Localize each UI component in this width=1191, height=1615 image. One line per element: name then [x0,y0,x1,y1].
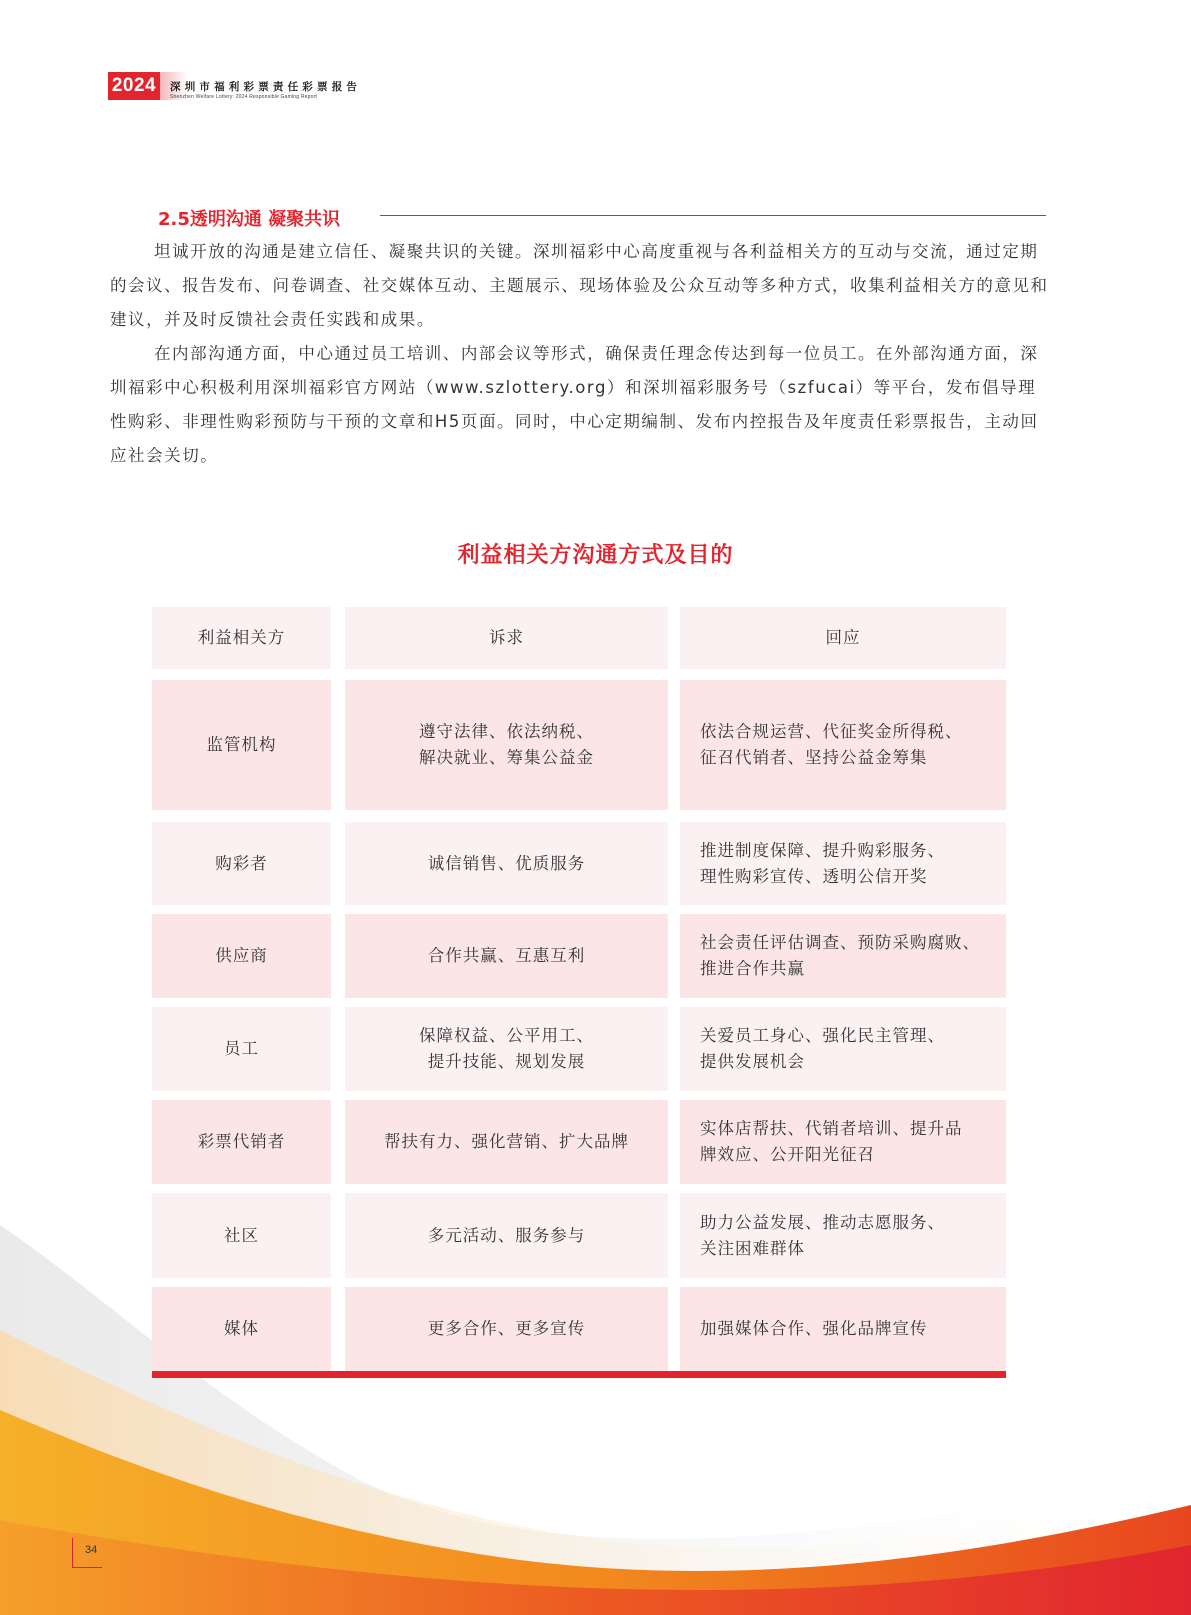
table-cell-response: 实体店帮扶、代销者培训、提升品 牌效应、公开阳光征召 [680,1100,1006,1184]
table-cell-response: 助力公益发展、推动志愿服务、 关注困难群体 [680,1193,1006,1278]
table-cell-demand: 保障权益、公平用工、 提升技能、规划发展 [345,1007,668,1091]
table-cell-demand: 多元活动、服务参与 [345,1193,668,1278]
table-header-stakeholder: 利益相关方 [152,607,331,669]
table-cell-stakeholder: 媒体 [152,1287,331,1371]
table-cell-stakeholder: 社区 [152,1193,331,1278]
report-year-badge: 2024 [108,72,160,100]
table-cell-stakeholder: 供应商 [152,914,331,998]
table-cell-stakeholder: 购彩者 [152,822,331,905]
table-cell-response: 推进制度保障、提升购彩服务、 理性购彩宣传、透明公信开奖 [680,822,1006,905]
table-cell-stakeholder: 员工 [152,1007,331,1091]
table-cell-stakeholder: 彩票代销者 [152,1100,331,1184]
table-cell-demand: 合作共赢、互惠互利 [345,914,668,998]
table-cell-response: 依法合规运营、代征奖金所得税、 征召代销者、坚持公益金筹集 [680,680,1006,810]
table-cell-demand: 帮扶有力、强化营销、扩大品牌 [345,1100,668,1184]
table-cell-response: 社会责任评估调查、预防采购腐败、 推进合作共赢 [680,914,1006,998]
table-cell-demand: 遵守法律、依法纳税、 解决就业、筹集公益金 [345,680,668,810]
report-title: 深圳市福利彩票责任彩票报告 [170,81,362,93]
table-header-demand: 诉求 [345,607,668,669]
report-subtitle: Shenzhen Welfare Lottery: 2024 Responsible Gaming Report [170,94,318,100]
section-heading: 2.5透明沟通 凝聚共识 [158,209,341,230]
page-number: 34 [72,1538,102,1568]
table-cell-response: 加强媒体合作、强化品牌宣传 [680,1287,1006,1371]
table-cell-demand: 诚信销售、优质服务 [345,822,668,905]
body-paragraph: 在内部沟通方面，中心通过员工培训、内部会议等形式，确保责任理念传达到每一位员工。在外部沟通方面，深圳福彩中心积极利用深圳福彩官方网站（www.szlottery.org）和深圳福彩服务号（szfucai）等平台，发布倡导理性购彩、非理性购彩预防与干预的文章和H5页面。同时，中心定期编制、发布内控报告及年度责任彩票报告，主动回应社会关切。 [110,344,1039,465]
body-paragraph: 坦诚开放的沟通是建立信任、凝聚共识的关键。深圳福彩中心高度重视与各利益相关方的互动与交流，通过定期的会议、报告发布、问卷调查、社交媒体互动、主题展示、现场体验及公众互动等多种方式，收集利益相关方的意见和建议，并及时反馈社会责任实践和成果。 [110,242,1049,329]
table-cell-demand: 更多合作、更多宣传 [345,1287,668,1371]
table-cell-stakeholder: 监管机构 [152,680,331,810]
table-header-response: 回应 [680,607,1006,669]
table-cell-response: 关爱员工身心、强化民主管理、 提供发展机会 [680,1007,1006,1091]
table-bottom-rule [152,1371,1006,1378]
table-title: 利益相关方沟通方式及目的 [457,543,734,568]
section-divider [380,215,1046,216]
